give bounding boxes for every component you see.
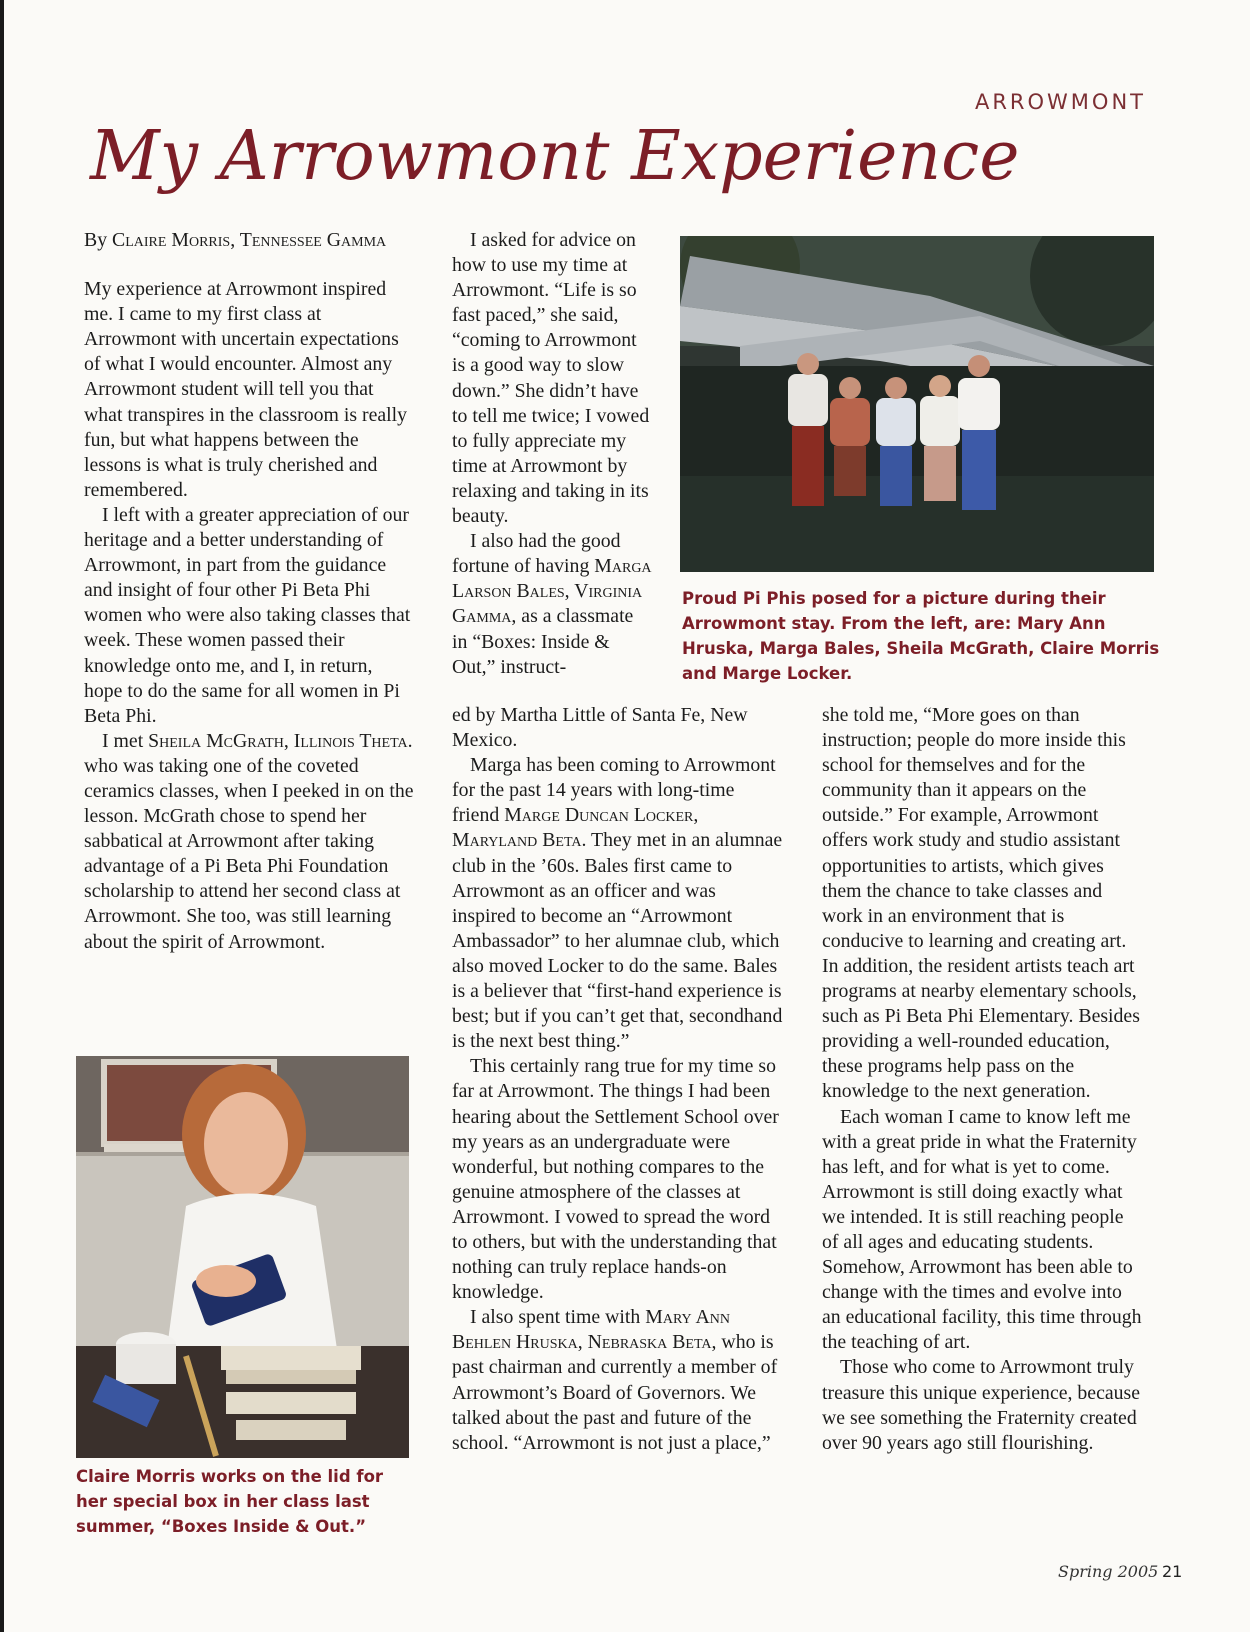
- group-photo-illustration: [680, 236, 1154, 572]
- issue-season: Spring 2005: [1058, 1562, 1159, 1581]
- article-column-1: [84, 228, 414, 955]
- article-headline: My Arrowmont Experience: [90, 117, 1020, 196]
- byline: [84, 228, 414, 253]
- box-making-photo-illustration: [76, 1056, 409, 1458]
- paragraph-8: [452, 1305, 784, 1456]
- person-name-marge-locker: Marge Duncan Locker, Maryland Beta: [452, 804, 699, 852]
- paragraph-5-text-a: I also had the good fortune of having: [452, 530, 621, 578]
- group-photo: [680, 236, 1154, 572]
- paragraph-10: Those who come to Arrowmont truly treasure this unique experience, because we see something the Fraternity created over 90 years ago still flourishing.: [822, 1356, 1140, 1454]
- box-making-photo-caption: Claire Morris works on the lid for her special box in her class last summer, “Boxes Inside & Out.”: [76, 1467, 384, 1536]
- page-number: 21: [1162, 1562, 1183, 1581]
- person-name-mary-ann-hruska: Mary Ann Behlen Hruska, Nebraska Beta: [452, 1306, 730, 1354]
- paragraph-5-text-c: , as a classmate in “Boxes: Inside & Out,” instruct-: [452, 605, 634, 678]
- group-photo-caption: Proud Pi Phis posed for a picture during their Arrowmont stay. From the left, are: Mary Ann Hruska, Marga Bales, Sheila McGrath, Claire Morris and Marge Locker.: [682, 589, 1160, 683]
- paragraph-9: Each woman I came to know left me with a great pride in what the Fraternity has left, and for what is yet to come. Arrowmont is still doing exactly what we intended. It is still reaching people of all ages and educating students. Somehow, Arrowmont has been able to change with the times and evolve into an educational facility, this time through the teaching of art.: [822, 1105, 1142, 1354]
- article-column-2-lower: [452, 703, 784, 1456]
- person-name-sheila-mcgrath: Sheila McGrath, Illinois Theta: [148, 729, 408, 752]
- article-column-3: [822, 703, 1142, 1456]
- paragraph-8-continued: she told me, “More goes on than instruction; people do more inside this school for themselves and for the community than it appears on the outside.” For example, Arrowmont offers work study and studio assistant opportunities to artists, which gives them the chance to take classes and work in an environment that is conducive to learning and creating art. In addition, the resident artists teach art programs at nearby elementary schools, such as Pi Beta Phi Elementary. Besides providing a well-rounded education, these programs help pass on the knowledge to the next generation.: [822, 704, 1140, 1103]
- paragraph-5: [452, 529, 652, 680]
- paragraph-3: [84, 729, 414, 955]
- article-column-2-upper: [452, 228, 652, 680]
- paragraph-6-text-a: Marga has been coming to Arrowmont for the past 14 years with long-time friend: [452, 754, 776, 827]
- paragraph-5-continued: ed by Martha Little of Santa Fe, New Mexico.: [452, 704, 748, 752]
- paragraph-3-text-a: I met: [102, 729, 149, 752]
- section-label: ARROWMONT: [974, 90, 1146, 114]
- paragraph-7: This certainly rang true for my time so far at Arrowmont. The things I had been hearing about the Settlement School over my years as an undergraduate were wonderful, but nothing compares to the genuine atmosphere of the classes at Arrowmont. I vowed to spread the word to others, but with the understanding that nothing can truly replace hands-on knowledge.: [452, 1055, 779, 1304]
- byline-prefix: By: [84, 229, 113, 251]
- byline-author: Claire Morris, Tennessee Gamma: [112, 229, 387, 251]
- paragraph-4: I asked for advice on how to use my time at Arrowmont. “Life is so fast paced,” she said, “coming to Arrowmont is a good way to slow down.” She didn’t have to tell me twice; I vowed to fully appreciate my time at Arrowmont by relaxing and taking in its beauty.: [452, 229, 650, 528]
- box-making-photo: [76, 1056, 409, 1458]
- paragraph-1: My experience at Arrowmont inspired me. I came to my first class at Arrowmont with uncertain expectations of what I would encounter. Almost any Arrowmont student will tell you that what transpires in the classroom is really fun, but what happens between the lessons is what is truly cherished and remembered.: [84, 278, 408, 501]
- person-name-marga-bales: Marga Larson Bales, Virginia Gamma: [452, 555, 652, 628]
- paragraph-6-text-c: . They met in an alumnae club in the ’60s. Bales first came to Arrowmont as an officer and was inspired to become an “Arrowmont Ambassador” to her alumnae club, which also moved Locker to do the same. Bales is a believer that “first-hand experience is best; but if you can’t get that, secondhand is the next best thing.”: [452, 829, 783, 1053]
- paragraph-8-text-c: , who is past chairman and currently a member of Arrowmont’s Board of Governors. We talked about the past and future of the school. “Arrowmont is not just a place,”: [452, 1331, 778, 1454]
- paragraph-8-text-a: I also spent time with: [470, 1306, 646, 1329]
- paragraph-3-text-c: . who was taking one of the coveted ceramics classes, when I peeked in on the lesson. McGrath chose to spend her sabbatical at Arrowmont after taking advantage of a Pi Beta Phi Foundation scholarship to attend her second class at Arrowmont. She too, was still learning about the spirit of Arrowmont.: [84, 729, 414, 953]
- paragraph-6: [452, 753, 784, 1054]
- paragraph-2: I left with a greater appreciation of our heritage and a better understanding of Arrowmont, in part from the guidance and insight of four other Pi Beta Phi women who were also taking classes that week. These women passed their knowledge onto me, and I, in return, hope to do the same for all women in Pi Beta Phi.: [84, 503, 411, 727]
